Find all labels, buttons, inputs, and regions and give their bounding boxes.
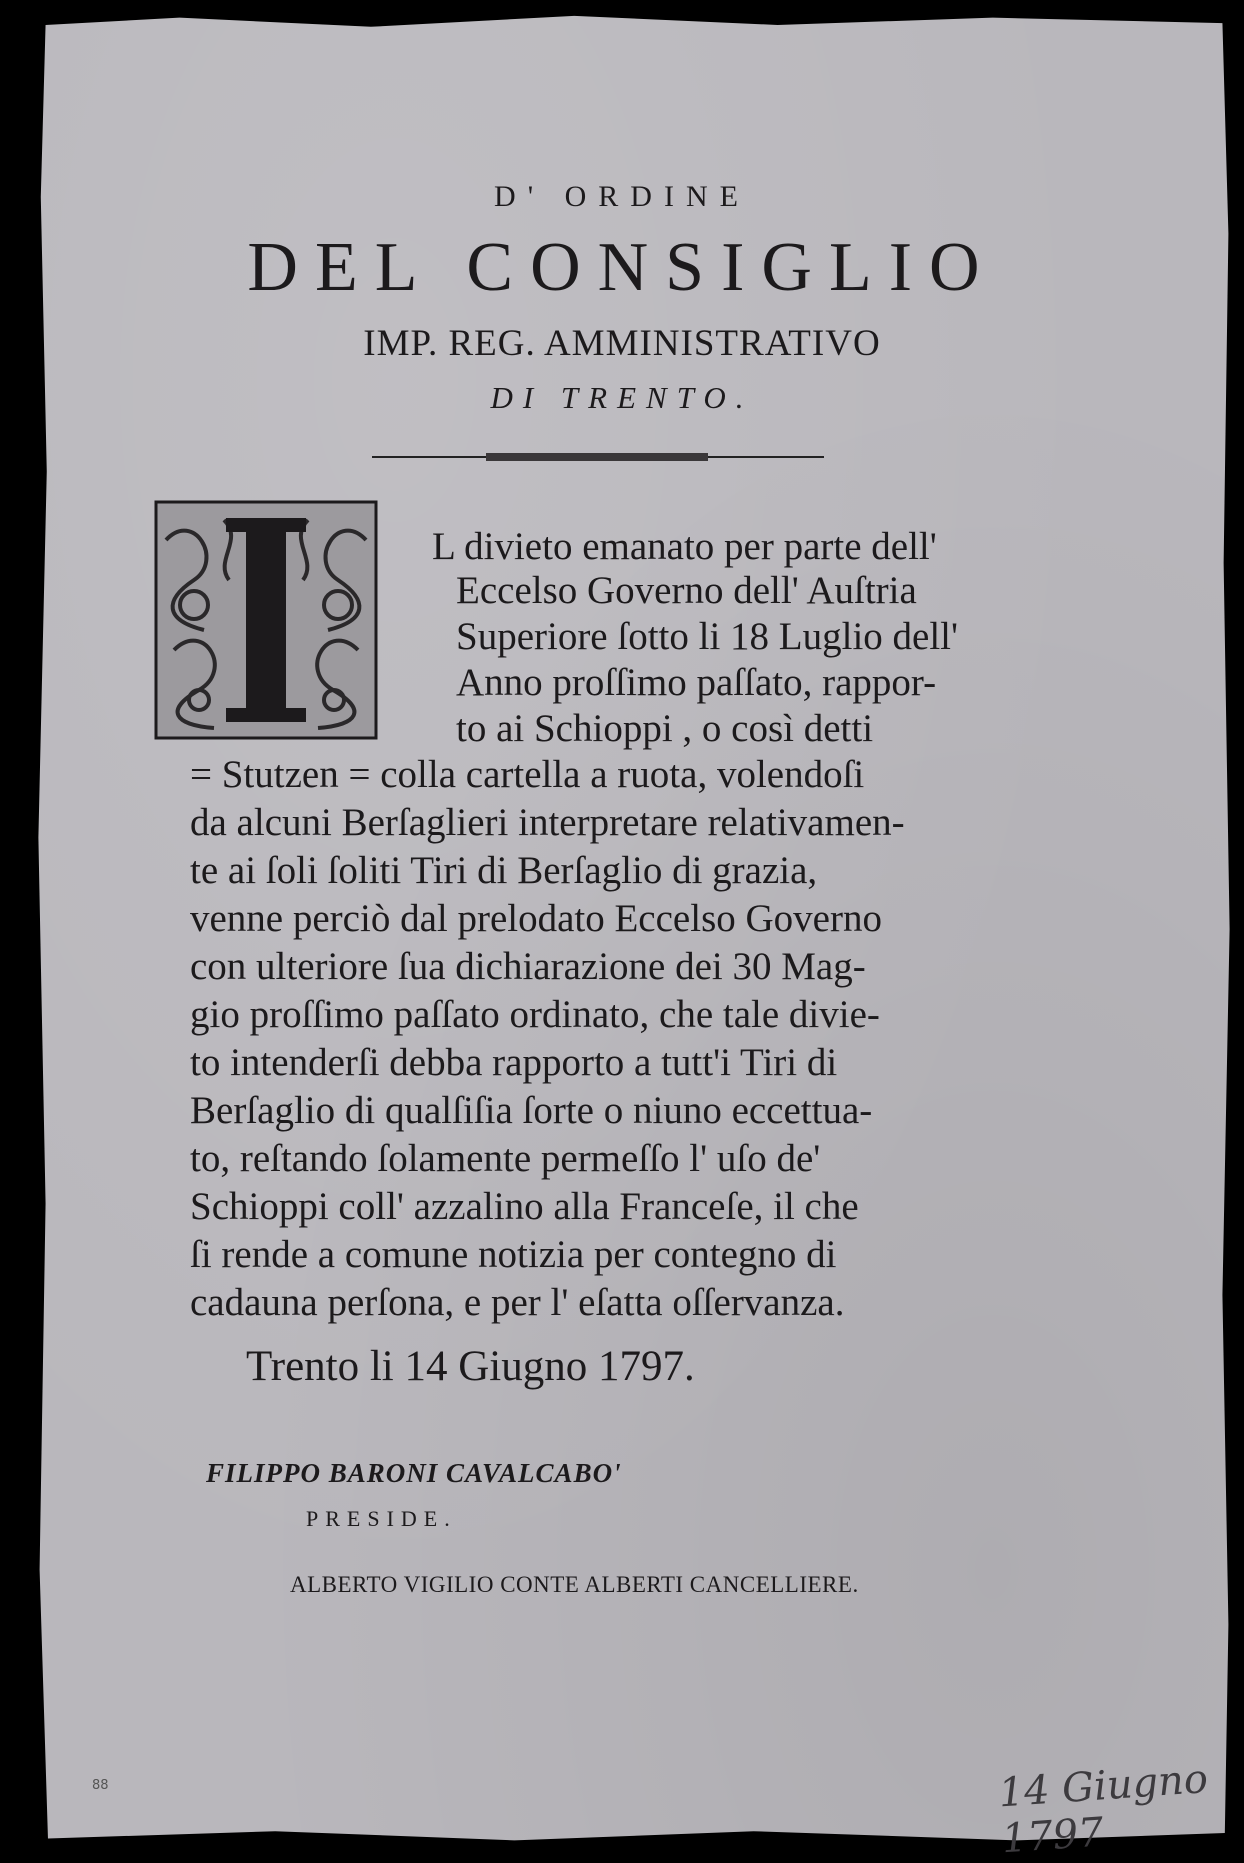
heading-order: D' ORDINE <box>494 180 750 213</box>
body-line: cadauna perſona, e per l' eſatta oſſervanza. <box>190 1281 845 1324</box>
pencil-number: 88 <box>92 1778 109 1793</box>
heading-city: DI TRENTO. <box>490 380 754 415</box>
body-line: con ulteriore ſua dichiarazione dei 30 Mag- <box>190 945 866 988</box>
ornamental-rule-center <box>486 453 708 461</box>
body-line: to, reſtando ſolamente permeſſo l' uſo de' <box>190 1137 821 1180</box>
body-line: te ai ſoli ſoliti Tiri di Berſaglio di grazia, <box>190 849 818 892</box>
issue-date: Trento li 14 Giugno 1797. <box>246 1343 695 1390</box>
body-line: = Stutzen = colla cartella a ruota, volendoſi <box>190 753 865 796</box>
heading-council: DEL CONSIGLIO <box>247 229 997 306</box>
body-line: da alcuni Berſaglieri interpretare relativamen- <box>190 801 905 844</box>
body-line: Schioppi coll' azzalino alla Franceſe, il che <box>190 1185 859 1228</box>
body-line: to intenderſi debba rapporto a tutt'i Tiri di <box>190 1041 838 1084</box>
body-line: gio proſſimo paſſato ordinato, che tale divie- <box>190 993 880 1036</box>
decorated-initial-i-icon <box>154 500 378 740</box>
body-line: Superiore ſotto li 18 Luglio dell' <box>456 615 959 658</box>
body-line: to ai Schioppi , o così detti <box>456 707 874 750</box>
chancellor-line: ALBERTO VIGILIO CONTE ALBERTI CANCELLIERE. <box>290 1572 859 1597</box>
body-line: ſi rende a comune notizia per contegno di <box>190 1233 837 1276</box>
handwritten-date: 14 Giugno 1797 <box>997 1756 1210 1863</box>
body-line: Anno proſſimo paſſato, rappor- <box>456 661 937 704</box>
signatory-role: PRESIDE. <box>306 1506 457 1531</box>
body-line: L divieto emanato per parte dell' <box>432 525 937 568</box>
body-line: Eccelso Governo dell' Auſtria <box>456 569 917 612</box>
body-line: venne perciò dal prelodato Eccelso Governo <box>190 897 882 940</box>
heading-administration: IMP. REG. AMMINISTRATIVO <box>363 323 881 364</box>
signatory-name: FILIPPO BARONI CAVALCABO' <box>206 1458 622 1488</box>
body-line: Berſaglio di qualſiſia ſorte o niuno eccettua- <box>190 1089 873 1132</box>
